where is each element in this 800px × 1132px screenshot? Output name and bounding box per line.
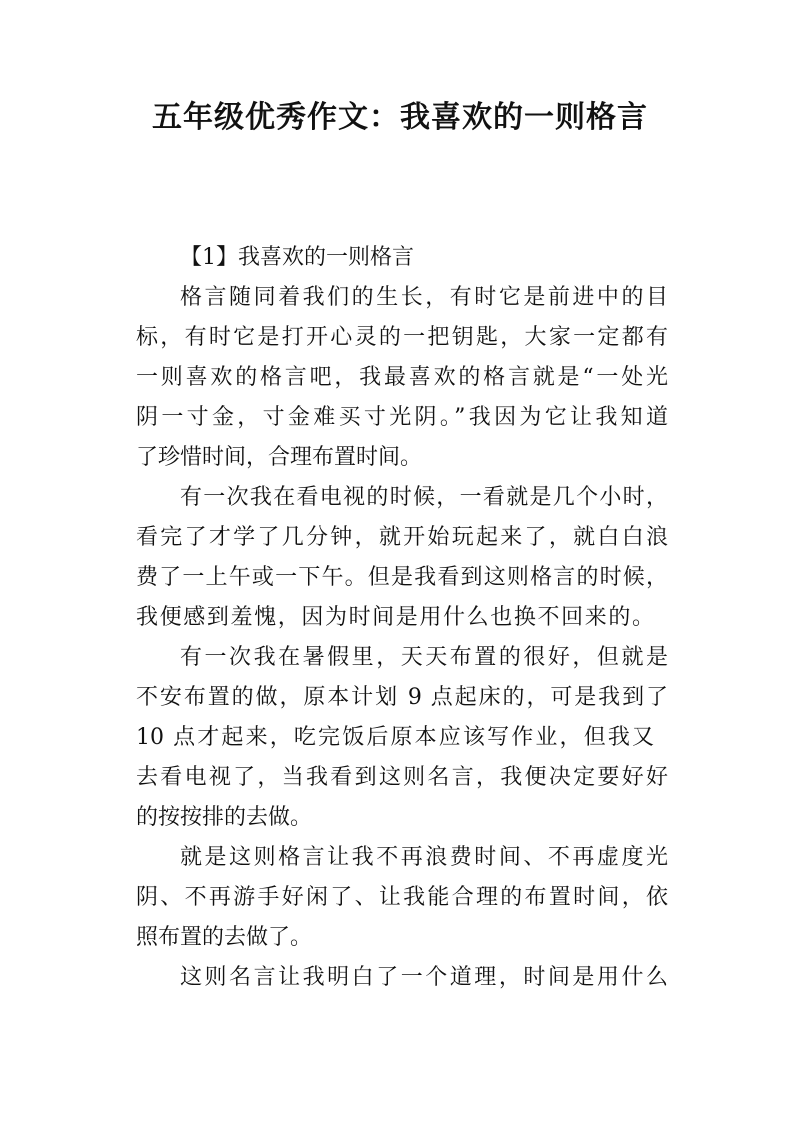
paragraph-line: 格言随同着我们的生长，有时它是前进中的目 bbox=[180, 285, 668, 310]
paragraph-line: 费了一上午或一下午。但是我看到这则格言的时候， bbox=[136, 565, 668, 590]
paragraph-line: 照布置的去做了。 bbox=[136, 925, 313, 950]
paragraph-line: 这则名言让我明白了一个道理，时间是用什么 bbox=[180, 965, 668, 990]
paragraph-line: 阴、不再游手好闲了、让我能合理的布置时间，依 bbox=[136, 885, 668, 910]
paragraph-line: 的按按排的去做。 bbox=[136, 805, 313, 830]
paragraph-line: 不安布置的做，原本计划 9 点起床的，可是我到了 bbox=[136, 685, 668, 710]
paragraph-line: 看完了才学了几分钟，就开始玩起来了，就白白浪 bbox=[136, 525, 668, 550]
document-title: 五年级优秀作文：我喜欢的一则格言 bbox=[152, 100, 648, 135]
paragraph-line: 就是这则格言让我不再浪费时间、不再虚度光 bbox=[180, 845, 668, 870]
paragraph-line: 我便感到羞愧，因为时间是用什么也换不回来的。 bbox=[136, 605, 654, 630]
paragraph-line: 去看电视了，当我看到这则名言，我便决定要好好 bbox=[136, 765, 668, 790]
paragraph-line: 阴一寸金，寸金难买寸光阴。”我因为它让我知道 bbox=[136, 405, 668, 430]
section-heading: 【1】我喜欢的一则格言 bbox=[180, 245, 414, 270]
paragraph-line: 有一次我在暑假里，天天布置的很好，但就是 bbox=[180, 645, 668, 670]
paragraph-line: 一则喜欢的格言吧，我最喜欢的格言就是“一处光 bbox=[136, 365, 668, 390]
paragraph-line: 10 点才起来，吃完饭后原本应该写作业，但我又 bbox=[136, 725, 654, 750]
document-body bbox=[136, 238, 668, 998]
paragraph-line: 标，有时它是打开心灵的一把钥匙，大家一定都有 bbox=[136, 325, 668, 350]
paragraph-line: 了珍惜时间，合理布置时间。 bbox=[136, 445, 423, 470]
paragraph-line: 有一次我在看电视的时候，一看就是几个小时， bbox=[180, 485, 668, 510]
